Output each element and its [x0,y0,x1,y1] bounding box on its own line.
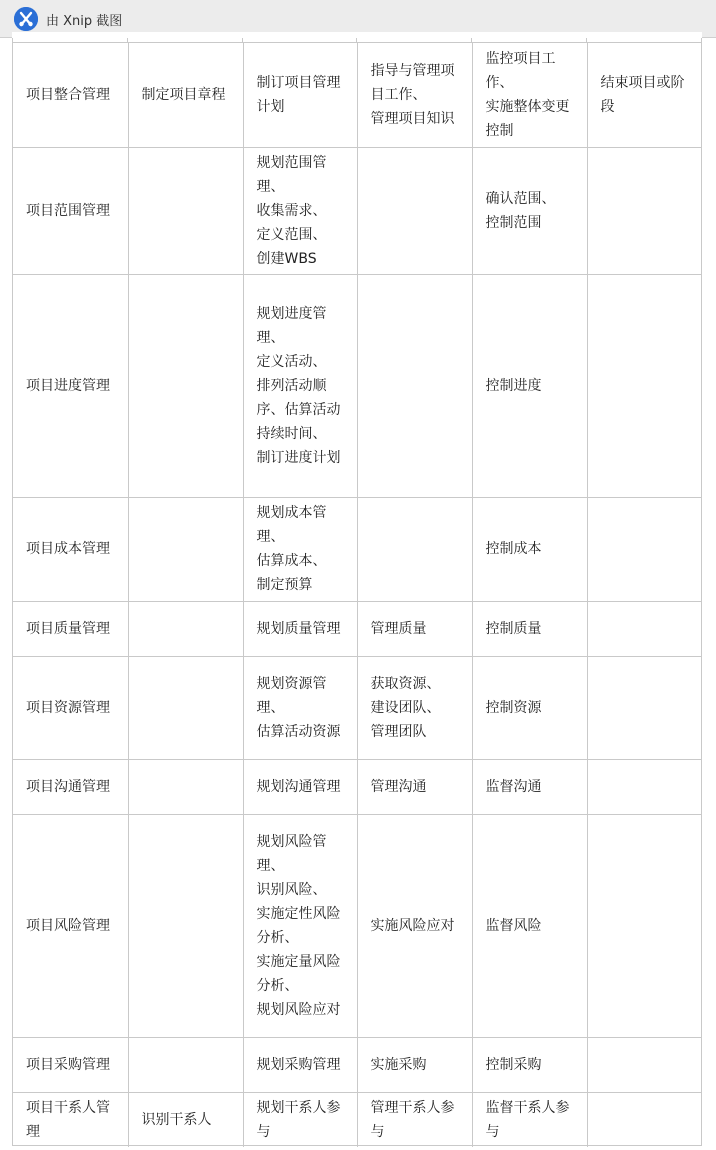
table-row [13,759,701,814]
table-cell: 监督风险 [472,814,587,1037]
table-cell [587,759,701,814]
table-cell: 规划沟通管理 [243,759,357,814]
table-cell: 结束项目或阶段 [587,43,701,147]
table-cell: 项目采购管理 [13,1037,128,1092]
table-cell [128,1037,243,1092]
table-cell: 规划采购管理 [243,1037,357,1092]
table-cell: 项目资源管理 [13,656,128,759]
table-cell: 控制资源 [472,656,587,759]
table-cell: 实施风险应对 [357,814,472,1037]
table-cell: 监控项目工作、 实施整体变更控制 [472,43,587,147]
table-cell [128,497,243,601]
table-cell: 识别干系人 [128,1092,243,1147]
table-cell: 项目成本管理 [13,497,128,601]
table-cell [128,814,243,1037]
table-cell: 实施采购 [357,1037,472,1092]
table-cell: 制定项目章程 [128,43,243,147]
table-cell: 项目干系人管理 [13,1092,128,1147]
table-cell: 管理干系人参与 [357,1092,472,1147]
table-cell: 管理质量 [357,601,472,656]
xnip-scissors-icon [14,7,38,31]
table-cell: 规划质量管理 [243,601,357,656]
table-cell: 指导与管理项目工作、 管理项目知识 [357,43,472,147]
table-cell [128,656,243,759]
table-cell: 规划成本管理、 估算成本、 制定预算 [243,497,357,601]
table-cell: 监督沟通 [472,759,587,814]
table-cell: 项目风险管理 [13,814,128,1037]
table-cell [128,147,243,274]
table-row [13,656,701,759]
table-cell: 控制成本 [472,497,587,601]
window-title: 由 Xnip 截图 [46,14,123,29]
table-cell [587,497,701,601]
table-cell [587,1037,701,1092]
table-row [13,43,701,147]
table-cell [587,814,701,1037]
table-cell [128,759,243,814]
table-cell [357,274,472,497]
table-cell [357,497,472,601]
table-cell: 制订项目管理计划 [243,43,357,147]
table-cell: 规划风险管理、 识别风险、 实施定性风险分析、 实施定量风险分析、 规划风险应对 [243,814,357,1037]
table-cell [128,601,243,656]
table-row [13,1092,701,1147]
table-cell [587,656,701,759]
table-cell: 规划资源管理、 估算活动资源 [243,656,357,759]
table-cell: 规划进度管理、 定义活动、 排列活动顺序、估算活动持续时间、 制订进度计划 [243,274,357,497]
table-row [13,814,701,1037]
table-row [13,274,701,497]
table-cell: 项目沟通管理 [13,759,128,814]
table-cell: 规划范围管理、 收集需求、 定义范围、 创建WBS [243,147,357,274]
table-cell: 控制采购 [472,1037,587,1092]
table-cell [587,274,701,497]
table-cell [587,147,701,274]
table-cell [587,601,701,656]
table-cell: 项目整合管理 [13,43,128,147]
table-cell: 控制质量 [472,601,587,656]
table-cell: 项目进度管理 [13,274,128,497]
table-cell [357,147,472,274]
table-cell: 项目范围管理 [13,147,128,274]
table-row [13,1037,701,1092]
table-row [13,147,701,274]
table-cell: 确认范围、 控制范围 [472,147,587,274]
table-cell [587,1092,701,1147]
table-cell: 获取资源、 建设团队、 管理团队 [357,656,472,759]
table-cell: 管理沟通 [357,759,472,814]
table-row [13,601,701,656]
process-table-container [12,38,702,1146]
table-row [13,497,701,601]
table-cell: 规划干系人参与 [243,1092,357,1147]
table-cell [128,274,243,497]
table-cell: 项目质量管理 [13,601,128,656]
process-table [13,43,701,1147]
table-cell: 控制进度 [472,274,587,497]
table-cell: 监督干系人参与 [472,1092,587,1147]
